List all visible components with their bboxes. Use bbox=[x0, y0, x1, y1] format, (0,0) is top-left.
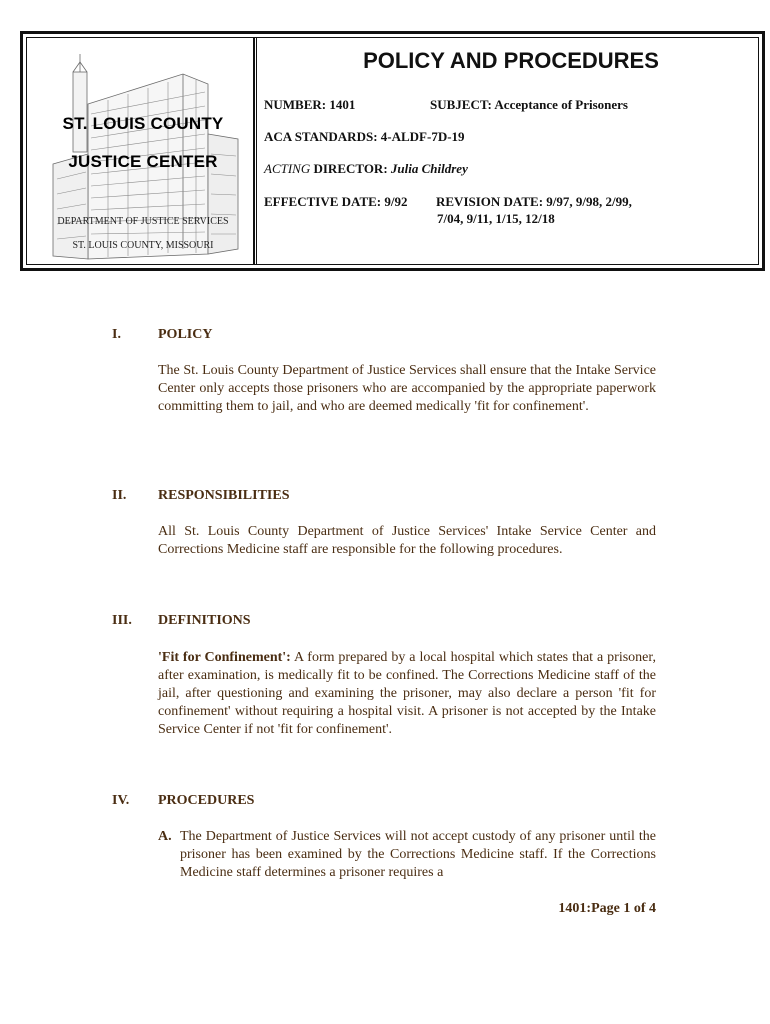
page-number: 1401:Page 1 of 4 bbox=[558, 901, 656, 916]
org-name-line2: JUSTICE CENTER bbox=[68, 152, 218, 171]
section-number: II. bbox=[112, 488, 127, 503]
aca-standards: ACA STANDARDS: 4-ALDF-7D-19 bbox=[264, 129, 465, 144]
revision-date-line1: REVISION DATE: 9/97, 9/98, 2/99, bbox=[436, 194, 632, 209]
section-number: I. bbox=[112, 327, 121, 342]
section-heading-procedures: PROCEDURES bbox=[158, 793, 255, 808]
section-number: IV. bbox=[112, 793, 130, 808]
header-box bbox=[20, 31, 765, 271]
org-department: DEPARTMENT OF JUSTICE SERVICES bbox=[57, 216, 229, 227]
list-marker: A. bbox=[158, 829, 172, 844]
director-label: DIRECTOR: bbox=[310, 161, 391, 176]
director-line bbox=[264, 161, 468, 177]
procedure-item-text: The Department of Justice Services will not accept custody of any prisoner until the prisoner has been examined by the Corrections Medicine staff. If the Corrections Medicine staff determines a prisoner requires a bbox=[180, 829, 656, 880]
org-name-line1: ST. LOUIS COUNTY bbox=[62, 114, 224, 133]
procedure-item-a bbox=[158, 828, 656, 882]
section-heading-responsibilities: RESPONSIBILITIES bbox=[158, 488, 290, 503]
policy-paragraph: The St. Louis County Department of Justice Services shall ensure that the Intake Service Center only accepts those prisoners who are accompanied by the appropriate paperwork committing them to jail, and who are deemed medically 'fit for confinement'. bbox=[158, 363, 656, 414]
justice-center-logo bbox=[33, 44, 253, 268]
section-heading-definitions: DEFINITIONS bbox=[158, 613, 251, 628]
document-title: POLICY AND PROCEDURES bbox=[363, 48, 659, 73]
responsibilities-paragraph: All St. Louis County Department of Justice Services' Intake Service Center and Corrections Medicine staff are responsible for the following procedures. bbox=[158, 524, 656, 557]
section-number: III. bbox=[112, 613, 132, 628]
effective-date: EFFECTIVE DATE: 9/92 bbox=[264, 194, 408, 209]
header-divider bbox=[253, 38, 257, 264]
acting-label: ACTING bbox=[264, 161, 311, 176]
org-location: ST. LOUIS COUNTY, MISSOURI bbox=[72, 240, 214, 251]
director-name: Julia Childrey bbox=[390, 161, 468, 176]
section-heading-policy: POLICY bbox=[158, 327, 213, 342]
definition-term: 'Fit for Confinement': bbox=[158, 650, 291, 665]
definition-paragraph bbox=[158, 649, 656, 739]
revision-date-line2: 7/04, 9/11, 1/15, 12/18 bbox=[437, 211, 555, 226]
policy-subject: SUBJECT: Acceptance of Prisoners bbox=[430, 97, 628, 112]
policy-number: NUMBER: 1401 bbox=[264, 97, 356, 112]
definition-text: A form prepared by a local hospital which states that a prisoner, after examination, is medically fit to be confined. The Corrections Medicine staff of the jail, after questioning and examining the prisoner, may also declare a person 'fit for confinement' without requiring a hospital visit. A prisoner is not accepted by the Intake Service Center if not 'fit for confinement'. bbox=[158, 650, 656, 737]
